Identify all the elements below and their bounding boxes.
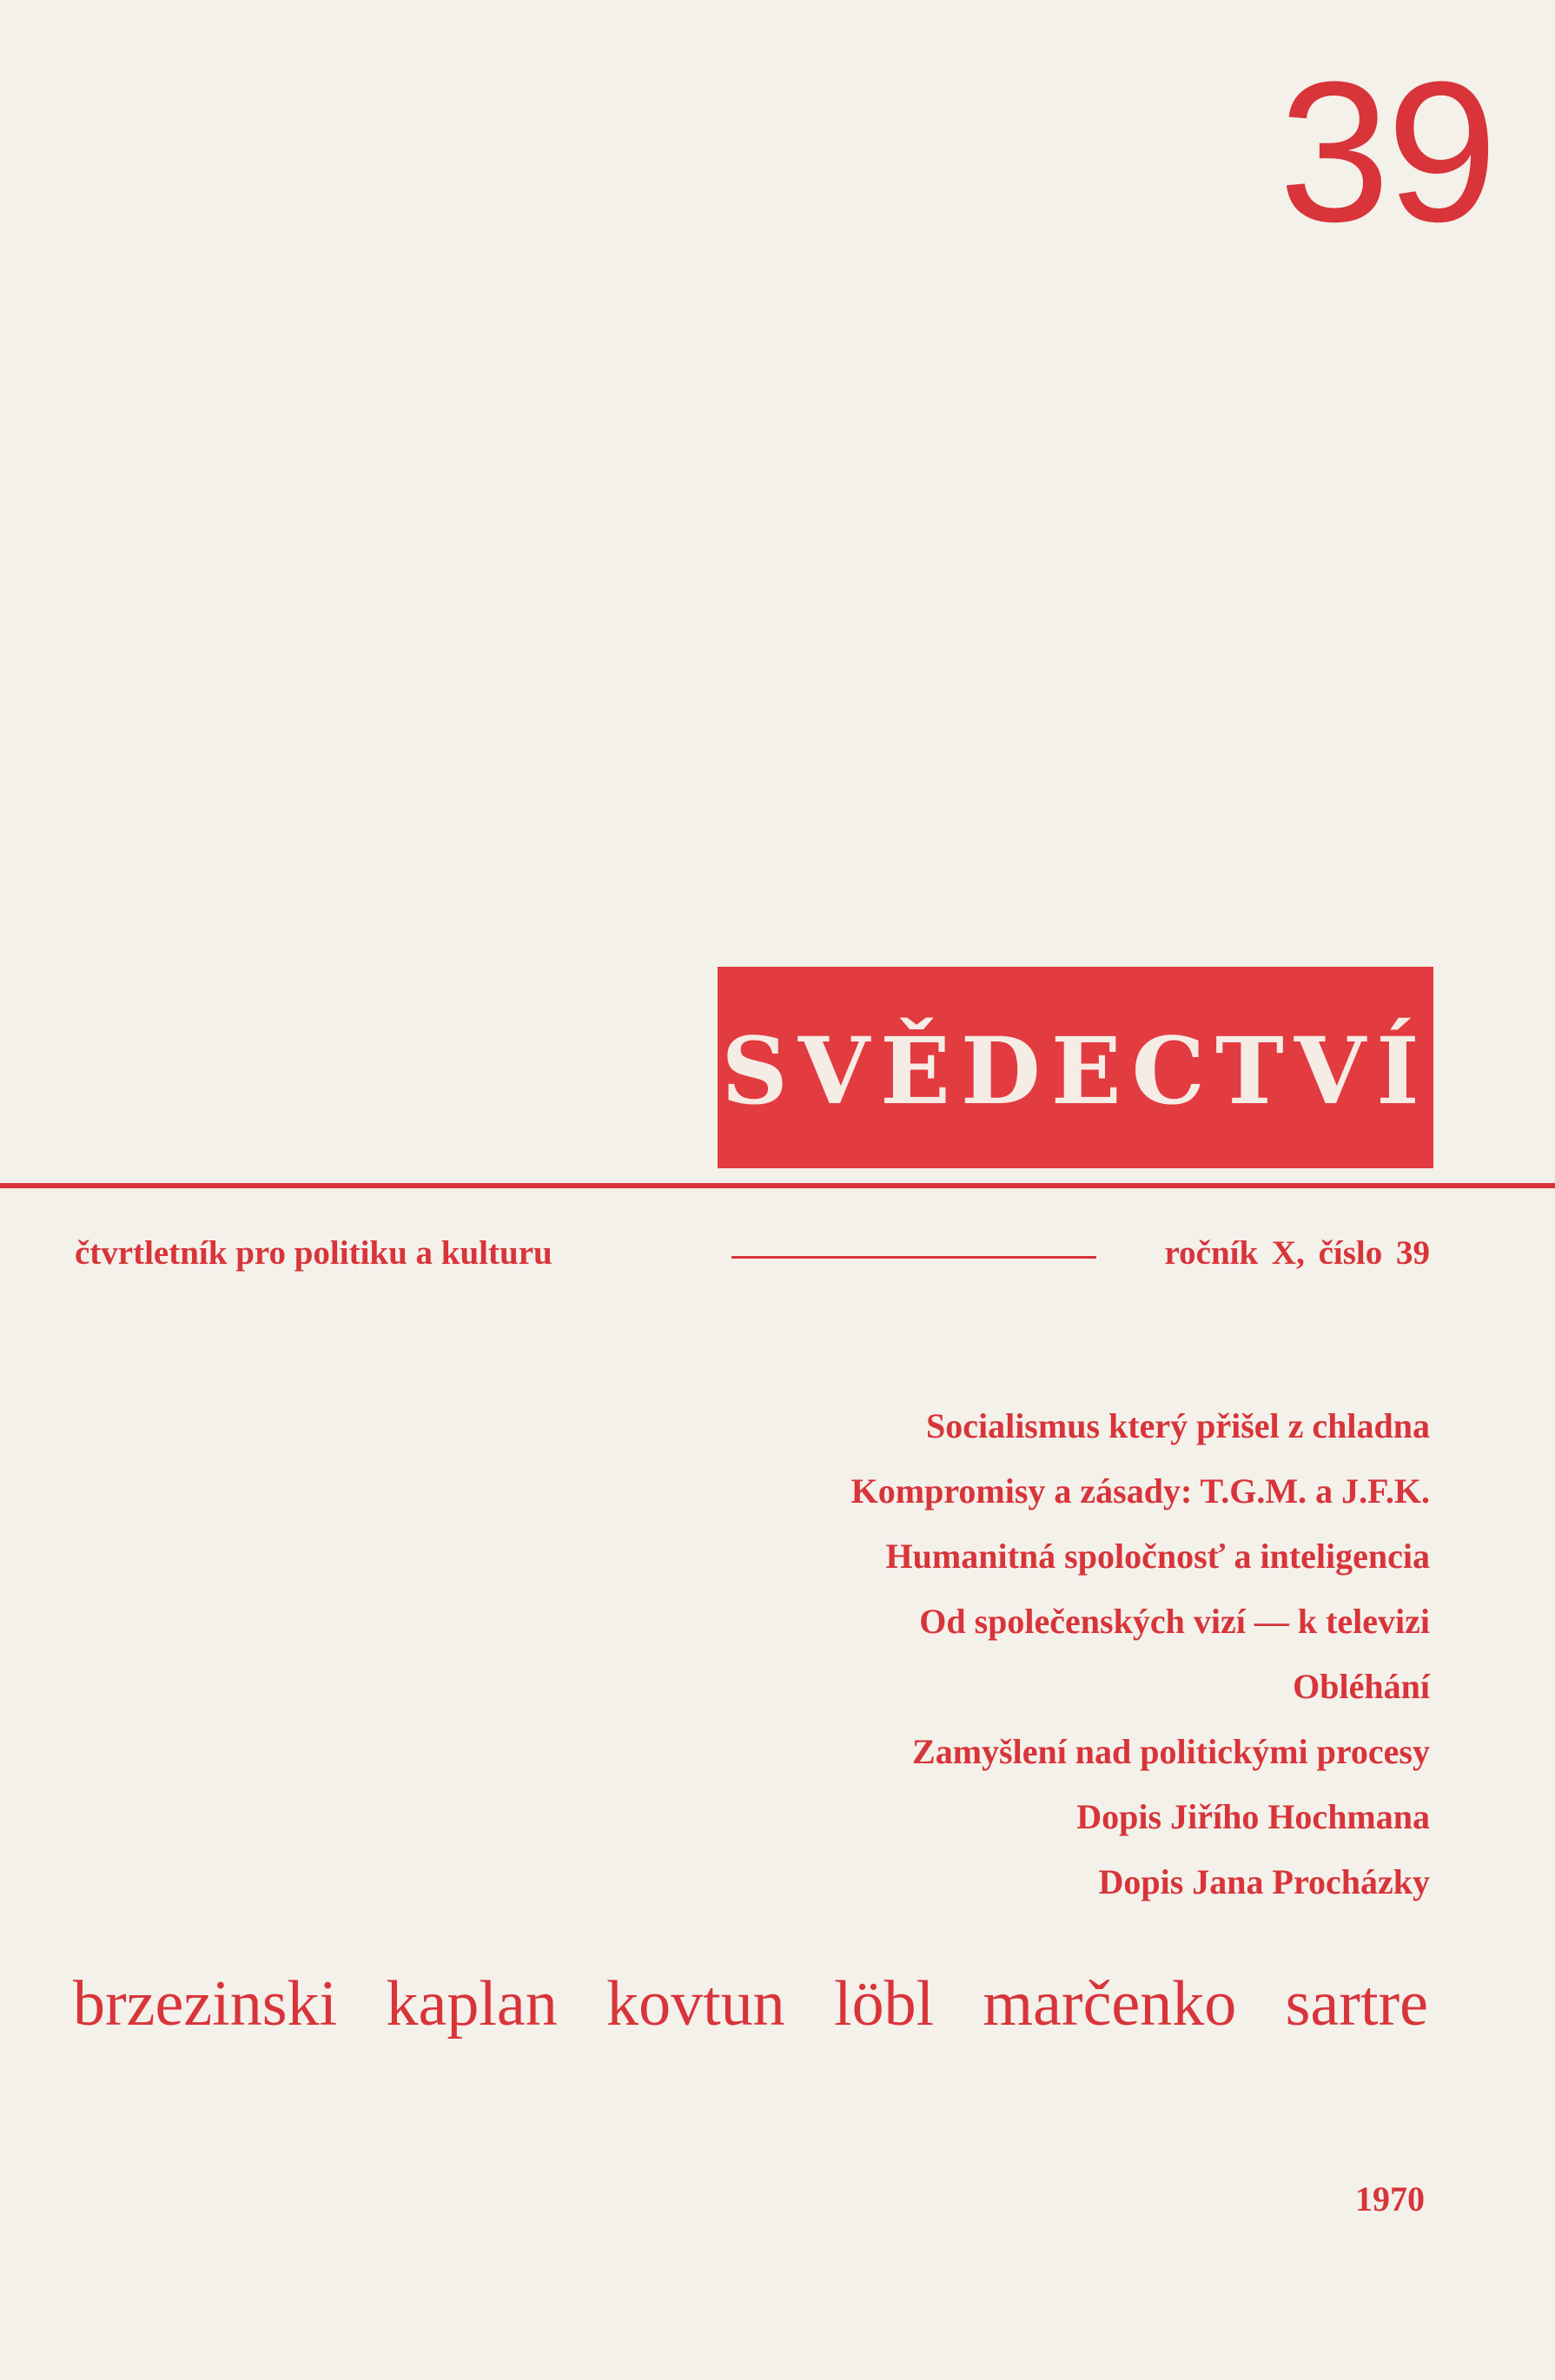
author-name: marčenko: [983, 1968, 1237, 2040]
author-name: kaplan: [386, 1968, 558, 2040]
red-rule-divider: [0, 1183, 1555, 1188]
publication-year: 1970: [1355, 2179, 1425, 2218]
author-name: kovtun: [606, 1968, 785, 2040]
contents-item: Humanitná spoločnosť a inteligencia: [885, 1537, 1430, 1576]
subtitle-row: [75, 1233, 1430, 1286]
contents-item: Kompromisy a zásady: T.G.M. a J.F.K.: [850, 1471, 1430, 1511]
title-box: [718, 967, 1433, 1168]
contents-item: Zamyšlení nad politickými procesy: [912, 1732, 1430, 1771]
contents-item: Od společenských vizí — k televizi: [919, 1602, 1430, 1641]
contents-item: Dopis Jiřího Hochmana: [1076, 1797, 1430, 1836]
contents-item: Socialismus který přišel z chladna: [925, 1406, 1430, 1445]
magazine-title: SVĚDECTVÍ: [721, 1016, 1430, 1125]
author-name: sartre: [1285, 1968, 1428, 2040]
subtitle-dash-divider: [731, 1256, 1096, 1259]
authors-line: [73, 1968, 1428, 2040]
magazine-subtitle: čtvrtletník pro politiku a kulturu: [75, 1234, 553, 1272]
issue-number: 39: [1279, 40, 1494, 263]
contents-item: Dopis Jana Procházky: [1098, 1862, 1430, 1901]
author-name: löbl: [834, 1968, 935, 2040]
table-of-contents: [561, 1393, 1430, 1914]
volume-issue-label: ročník X, číslo 39: [1164, 1234, 1430, 1272]
contents-item: Obléhání: [1293, 1667, 1430, 1706]
author-name: brzezinski: [73, 1968, 338, 2040]
